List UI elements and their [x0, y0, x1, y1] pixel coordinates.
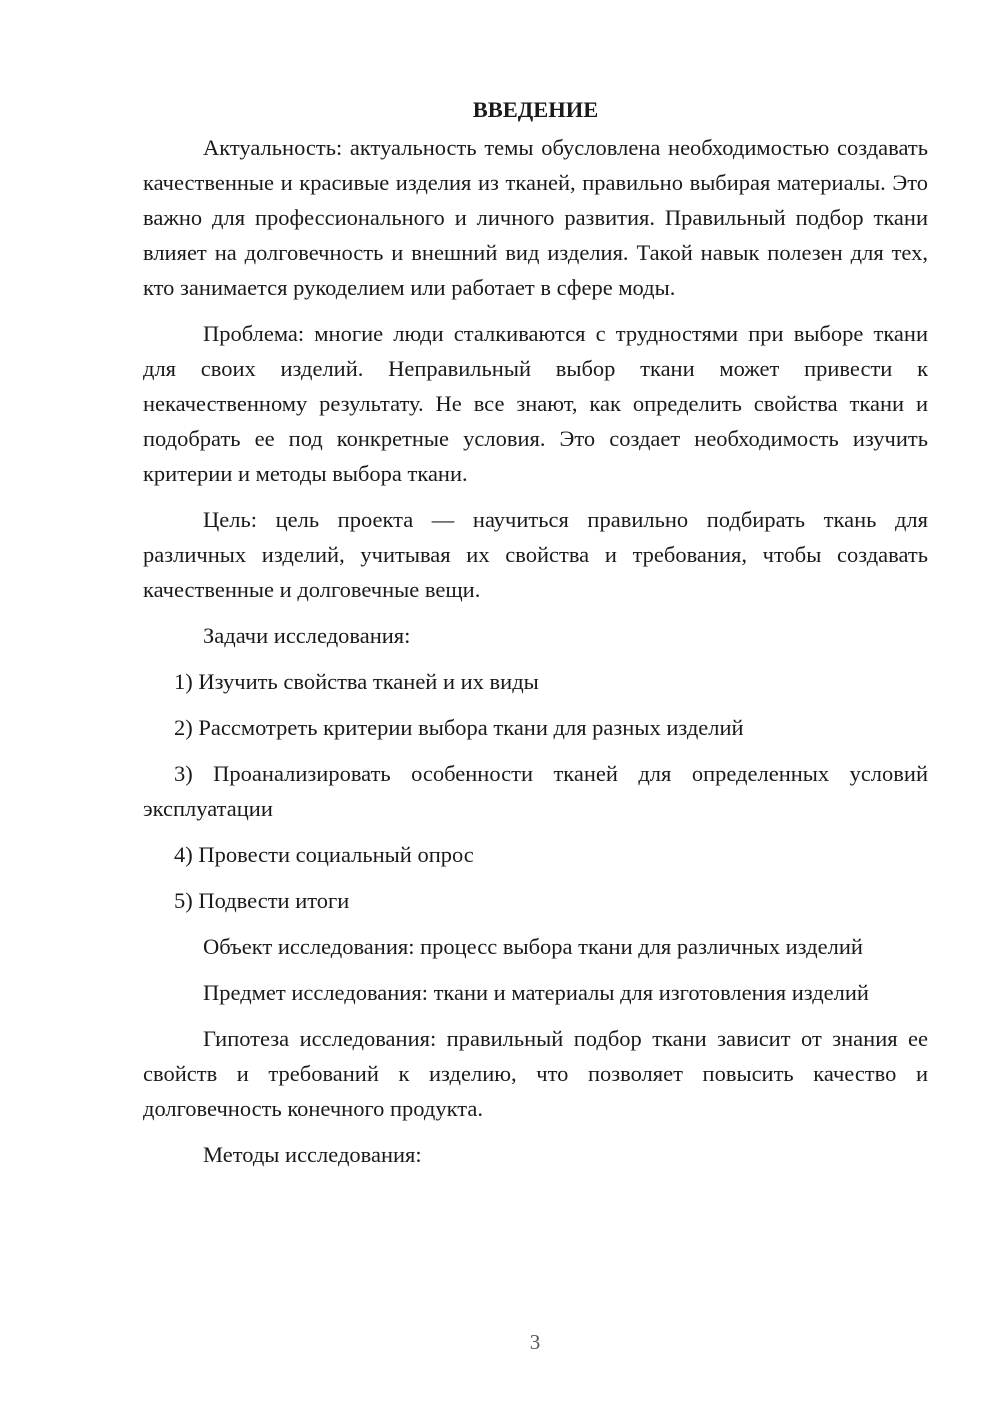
paragraph-problem: Проблема: многие люди сталкиваются с трудностями при выборе ткани для своих изделий. Неправильный выбор ткани может привести к некачественному результату. Не все знают, как определить свойства ткани и подобрать ее под конкретные условия. Это создает необходимость изучить критерии и методы выбора ткани. — [143, 321, 928, 486]
tasks-heading: Задачи исследования: — [203, 623, 411, 648]
methods-heading: Методы исследования: — [203, 1142, 422, 1167]
list-item: 2) Рассмотреть критерии выбора ткани для разных изделий — [174, 715, 744, 740]
list-item: 3) Проанализировать особенности тканей для определенных условий эксплуатации — [143, 761, 928, 821]
list-item: 5) Подвести итоги — [174, 888, 350, 913]
list-item: 1) Изучить свойства тканей и их виды — [174, 669, 539, 694]
paragraph-goal: Цель: цель проекта — научиться правильно подбирать ткань для различных изделий, учитывая их свойства и требования, чтобы создавать качественные и долговечные вещи. — [143, 507, 928, 602]
document-page — [143, 92, 928, 1183]
paragraph-hypothesis: Гипотеза исследования: правильный подбор ткани зависит от знания ее свойств и требований к изделию, что позволяет повысить качество и долговечность конечного продукта. — [143, 1026, 928, 1121]
paragraph-object: Объект исследования: процесс выбора ткани для различных изделий — [203, 934, 863, 959]
list-item: 4) Провести социальный опрос — [174, 842, 474, 867]
paragraph-subject: Предмет исследования: ткани и материалы для изготовления изделий — [203, 980, 869, 1005]
tasks-list — [143, 664, 928, 918]
section-title: ВВЕДЕНИЕ — [472, 97, 599, 122]
paragraph-relevance: Актуальность: актуальность темы обусловлена необходимостью создавать качественные и красивые изделия из тканей, правильно выбирая материалы. Это важно для профессионального и личного развития. Правильный подбор ткани влияет на долговечность и внешний вид изделия. Такой навык полезен для тех, кто занимается рукоделием или работает в сфере моды. — [143, 135, 928, 300]
page-number: 3 — [529, 1330, 541, 1354]
